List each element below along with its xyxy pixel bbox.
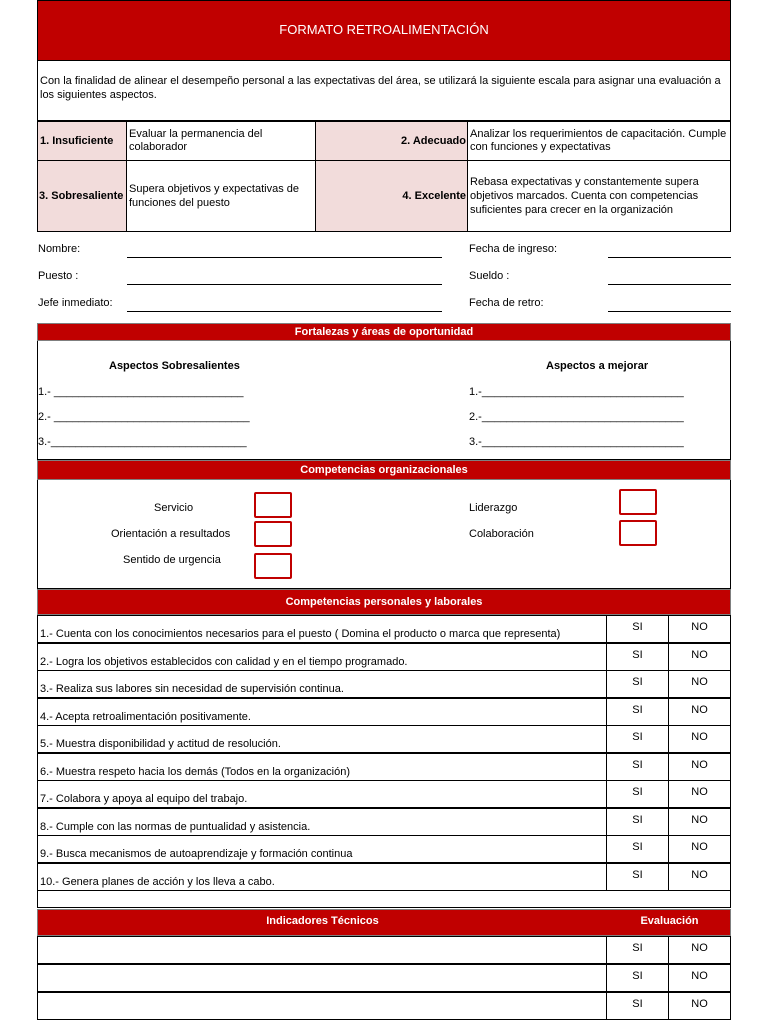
no-option[interactable]: NO [668, 936, 731, 964]
si-option[interactable]: SI [606, 698, 669, 726]
competencia-text: 8.- Cumple con las normas de puntualidad y asistencia. [37, 808, 606, 836]
no-option[interactable]: NO [668, 964, 731, 992]
si-option[interactable]: SI [606, 643, 669, 671]
scale-label-3: 3. Sobresaliente [37, 160, 127, 232]
competencia-row [37, 863, 731, 891]
fortalezas-header: Fortalezas y áreas de oportunidad [37, 323, 731, 341]
fortaleza-line-2[interactable]: 2.- ________________________________ [38, 411, 250, 423]
mejora-line-3[interactable]: 3.-_________________________________ [469, 436, 684, 448]
si-option[interactable]: SI [606, 725, 669, 753]
no-option[interactable]: NO [668, 615, 731, 643]
si-option[interactable]: SI [606, 808, 669, 836]
indicador-text[interactable] [37, 992, 606, 1020]
scale-desc-4: Rebasa expectativas y constantemente supera objetivos marcados. Cuenta con competencias suficientes para crecer en la organización [467, 160, 731, 232]
competencia-text: 3.- Realiza sus labores sin necesidad de supervisión continua. [37, 670, 606, 698]
intro-box [37, 61, 731, 121]
fecha-retro-field[interactable] [608, 311, 731, 312]
competencia-text: 7.- Colabora y apoya al equipo del trabajo. [37, 780, 606, 808]
competencia-row [37, 835, 731, 863]
indicador-row [37, 936, 731, 964]
no-option[interactable]: NO [668, 753, 731, 781]
scale-desc-2: Analizar los requerimientos de capacitación. Cumple con funciones y expectativas [467, 121, 731, 161]
urgencia-checkbox[interactable] [254, 553, 292, 579]
nombre-field[interactable] [127, 257, 442, 258]
no-option[interactable]: NO [668, 698, 731, 726]
fortaleza-line-1[interactable]: 1.- _______________________________ [38, 386, 244, 398]
servicio-checkbox[interactable] [254, 492, 292, 518]
competencia-text: 10.- Genera planes de acción y los lleva a cabo. [37, 863, 606, 891]
no-option[interactable]: NO [668, 780, 731, 808]
no-option[interactable]: NO [668, 835, 731, 863]
si-option[interactable]: SI [606, 670, 669, 698]
scale-desc-3: Supera objetivos y expectativas de funciones del puesto [126, 160, 316, 232]
puesto-field[interactable] [127, 284, 442, 285]
competencia-text: 4.- Acepta retroalimentación positivamente. [37, 698, 606, 726]
indicador-text[interactable] [37, 936, 606, 964]
colaboracion-label: Colaboración [469, 528, 534, 540]
competencia-row [37, 725, 731, 753]
sueldo-label: Sueldo : [469, 270, 510, 282]
competencia-text: 1.- Cuenta con los conocimientos necesarios para el puesto ( Domina el producto o marca que representa) [37, 615, 606, 643]
no-option[interactable]: NO [668, 670, 731, 698]
si-option[interactable]: SI [606, 992, 669, 1020]
fecha-retro-label: Fecha de retro: [469, 297, 544, 309]
indicadores-header [37, 909, 731, 936]
indicador-text[interactable] [37, 964, 606, 992]
scale-desc-1: Evaluar la permanencia del colaborador [126, 121, 316, 161]
competencia-text: 6.- Muestra respeto hacia los demás (Todos en la organización) [37, 753, 606, 781]
competencia-row [37, 808, 731, 836]
competencia-text: 9.- Busca mecanismos de autoaprendizaje y formación continua [37, 835, 606, 863]
si-option[interactable]: SI [606, 615, 669, 643]
si-option[interactable]: SI [606, 753, 669, 781]
aspectos-mejorar-title: Aspectos a mejorar [546, 360, 649, 372]
competencia-text: 2.- Logra los objetivos establecidos con calidad y en el tiempo programado. [37, 643, 606, 671]
si-option[interactable]: SI [606, 964, 669, 992]
indicador-row [37, 964, 731, 992]
nombre-label: Nombre: [38, 243, 81, 255]
colaboracion-checkbox[interactable] [619, 520, 657, 546]
competencia-row [37, 753, 731, 781]
servicio-label: Servicio [154, 502, 194, 514]
liderazgo-label: Liderazgo [469, 502, 518, 514]
form-title-bar [37, 0, 731, 61]
competencias-org-header: Competencias organizacionales [37, 460, 731, 480]
evaluacion-title: Evaluación [640, 915, 699, 927]
fortaleza-line-3[interactable]: 3.-________________________________ [38, 436, 247, 448]
fecha-ingreso-label: Fecha de ingreso: [469, 243, 558, 255]
no-option[interactable]: NO [668, 992, 731, 1020]
fecha-ingreso-field[interactable] [608, 257, 731, 258]
puesto-label: Puesto : [38, 270, 79, 282]
intro-text: Con la finalidad de alinear el desempeño personal a las expectativas del área, se utilizará la siguiente escala para asignar una evaluación a los siguientes aspectos. [40, 75, 721, 101]
no-option[interactable]: NO [668, 808, 731, 836]
scale-label-1: 1. Insuficiente [37, 121, 127, 161]
jefe-label: Jefe inmediato: [38, 297, 113, 309]
form-title: FORMATO RETROALIMENTACIÓN [279, 22, 489, 37]
competencia-row [37, 615, 731, 643]
orientacion-checkbox[interactable] [254, 521, 292, 547]
indicador-row [37, 992, 731, 1020]
scale-label-4: 4. Excelente [315, 160, 468, 232]
mejora-line-2[interactable]: 2.-_________________________________ [469, 411, 684, 423]
no-option[interactable]: NO [668, 863, 731, 891]
competencia-row [37, 780, 731, 808]
jefe-field[interactable] [127, 311, 442, 312]
competencia-row [37, 670, 731, 698]
liderazgo-checkbox[interactable] [619, 489, 657, 515]
urgencia-label: Sentido de urgencia [123, 554, 221, 566]
si-option[interactable]: SI [606, 780, 669, 808]
sueldo-field[interactable] [608, 284, 731, 285]
competencia-text: 5.- Muestra disponibilidad y actitud de resolución. [37, 725, 606, 753]
aspectos-sobresalientes-title: Aspectos Sobresalientes [109, 360, 240, 372]
competencias-pers-header: Competencias personales y laborales [37, 589, 731, 615]
si-option[interactable]: SI [606, 863, 669, 891]
competencia-row [37, 643, 731, 671]
scale-label-2: 2. Adecuado [315, 121, 468, 161]
indicadores-title: Indicadores Técnicos [266, 915, 379, 927]
no-option[interactable]: NO [668, 643, 731, 671]
competencia-row [37, 698, 731, 726]
si-option[interactable]: SI [606, 936, 669, 964]
mejora-line-1[interactable]: 1.-_________________________________ [469, 386, 684, 398]
orientacion-label: Orientación a resultados [111, 528, 231, 540]
si-option[interactable]: SI [606, 835, 669, 863]
no-option[interactable]: NO [668, 725, 731, 753]
